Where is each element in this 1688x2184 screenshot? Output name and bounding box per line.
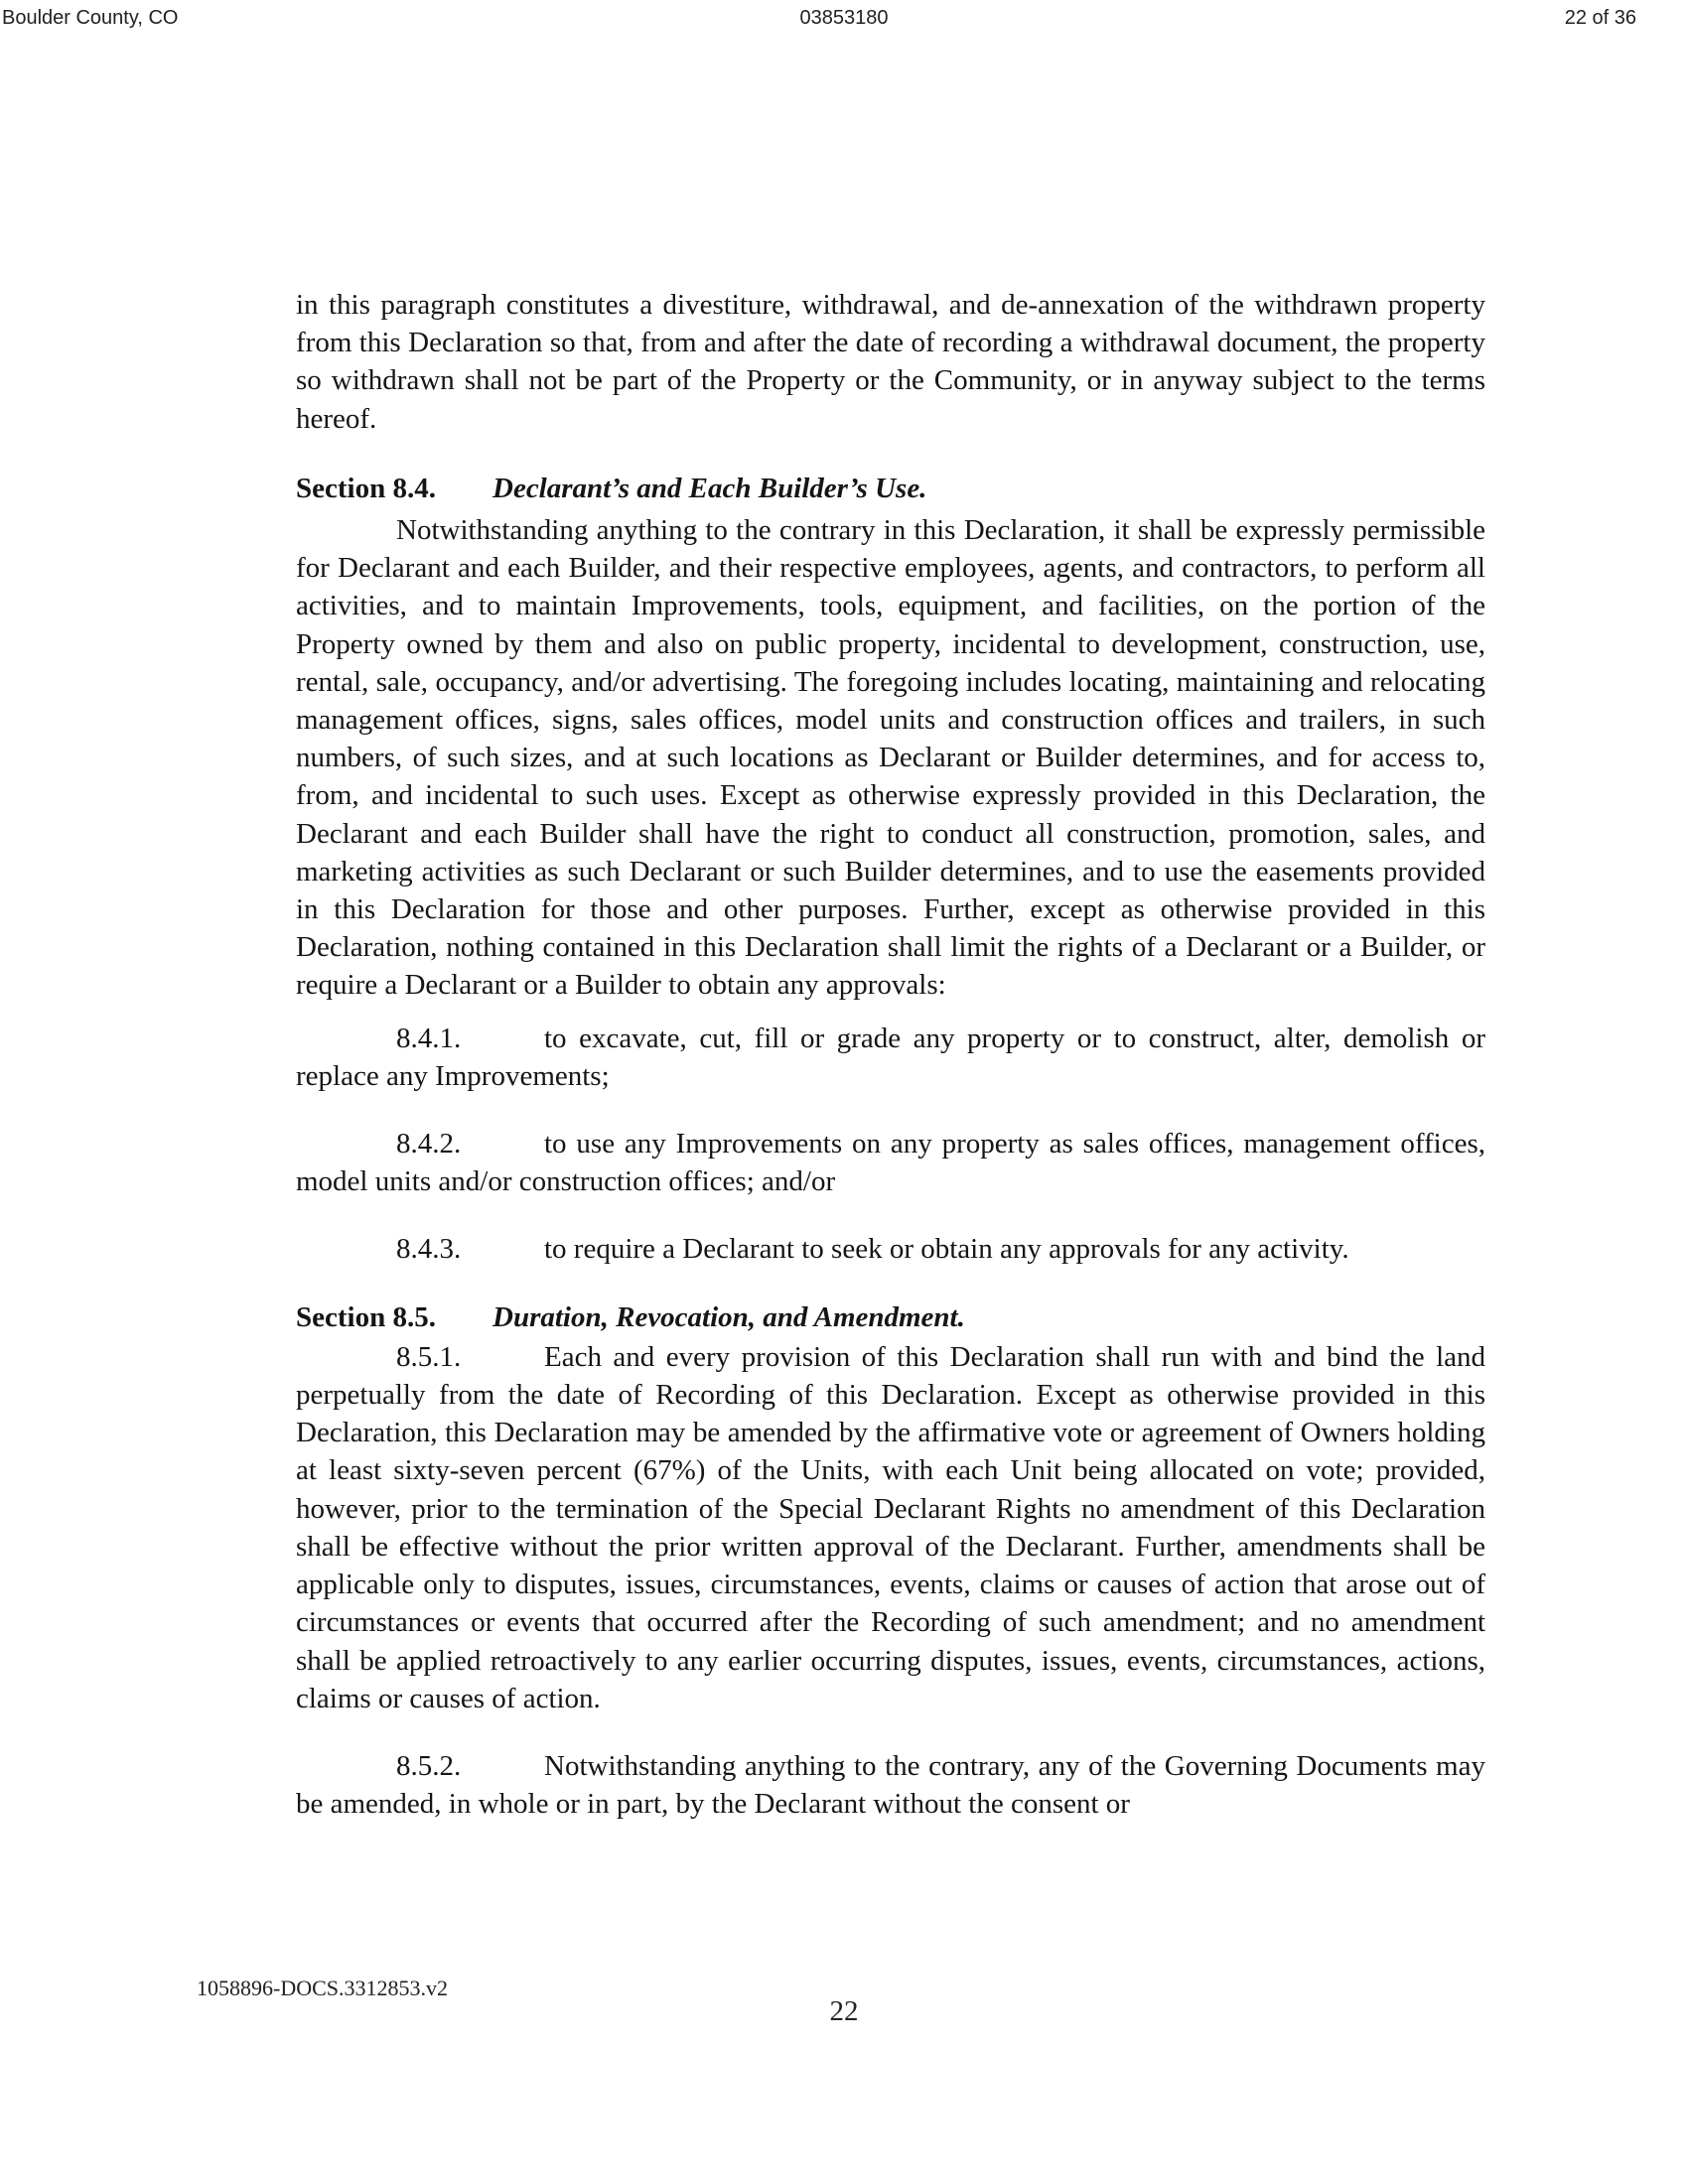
- subsection-number: 8.4.3.: [396, 1233, 462, 1266]
- subsection-number: 8.4.1.: [396, 1022, 462, 1054]
- subsection-number: 8.4.2.: [396, 1128, 462, 1160]
- subsection-8-5-1: [296, 1338, 1485, 1717]
- section-8-4-heading: [296, 470, 1485, 507]
- subsection-text: to require a Declarant to seek or obtain any approvals for any activity.: [544, 1233, 1349, 1266]
- section-title: Duration, Revocation, and Amendment.: [492, 1300, 965, 1333]
- continued-paragraph: in this paragraph constitutes a divestiture, withdrawal, and de-annexation of the withdrawn property from this Declaration so that, from and after the date of recording a withdrawal document, the property so withdrawn shall not be part of the Property or the Community, or in anyway subject to the terms hereof.: [296, 289, 1485, 435]
- subsection-8-4-1: [296, 1020, 1485, 1095]
- page-number: 22: [829, 1995, 859, 2027]
- section-number: Section 8.5.: [296, 1300, 436, 1333]
- record-number: 03853180: [799, 7, 889, 29]
- subsection-text: Each and every provision of this Declaration shall run with and bind the land perpetually from the date of Recording of this Declaration. Except as otherwise provided in this Declaration, this Declaration may be amended by the affirmative vote or agreement of Owners holding at least sixty-seven percent (67%) of the Units, with each Unit being allocated on vote; provided, however, prior to the termination of the Special Declarant Rights no amendment of this Declaration shall be effective without the prior written approval of the Declarant. Further, amendments shall be applicable only to disputes, issues, circumstances, events, claims or causes of action that arose out of circumstances or events that occurred after the Recording of such amendment; and no amendment shall be applied retroactively to any earlier occurring disputes, issues, events, circumstances, actions, claims or causes of action.: [296, 1340, 1485, 1714]
- recording-header: [0, 7, 1688, 33]
- section-8-5-heading: [296, 1298, 1485, 1336]
- subsection-number: 8.5.2.: [396, 1749, 462, 1782]
- county-label: Boulder County, CO: [2, 7, 179, 29]
- subsection-8-4-3: [296, 1230, 1485, 1268]
- subsection-text: to use any Improvements on any property as sales offices, management offices, model units and/or construction offices; and/or: [296, 1128, 1485, 1198]
- subsection-text: Notwithstanding anything to the contrary, any of the Governing Documents may be amended, in whole or in part, by the Declarant without the consent or: [296, 1749, 1485, 1821]
- document-id: 1058896-DOCS.3312853.v2: [197, 1976, 449, 2000]
- section-8-4-paragraph: Notwithstanding anything to the contrary in this Declaration, it shall be expressly permissible for Declarant and each Builder, and their respective employees, agents, and contractors, to perform all activities, and to maintain Improvements, tools, equipment, and facilities, on the portion of the Property owned by them and also on public property, incidental to development, construction, use, rental, sale, occupancy, and/or advertising. The foregoing includes locating, maintaining and relocating management offices, signs, sales offices, model units and construction offices and trailers, in such numbers, of such sizes, and at such locations as Declarant or Builder determines, and for access to, from, and incidental to such uses. Except as otherwise expressly provided in this Declaration, the Declarant and each Builder shall have the right to conduct all construction, promotion, sales, and marketing activities as such Declarant or such Builder determines, and to use the easements provided in this Declaration for those and other purposes. Further, except as otherwise provided in this Declaration, nothing contained in this Declaration shall limit the rights of a Declarant or a Builder, or require a Declarant or a Builder to obtain any approvals:: [296, 514, 1485, 1002]
- page-counter: 22 of 36: [1564, 7, 1636, 29]
- section-title: Declarant’s and Each Builder’s Use.: [492, 472, 927, 504]
- section-number: Section 8.4.: [296, 472, 436, 504]
- subsection-number: 8.5.1.: [396, 1340, 462, 1373]
- subsection-8-4-2: [296, 1125, 1485, 1200]
- subsection-text: to excavate, cut, fill or grade any property or to construct, alter, demolish or replace any Improvements;: [296, 1022, 1485, 1092]
- subsection-8-5-2: [296, 1747, 1485, 1823]
- document-body: [296, 286, 1485, 1823]
